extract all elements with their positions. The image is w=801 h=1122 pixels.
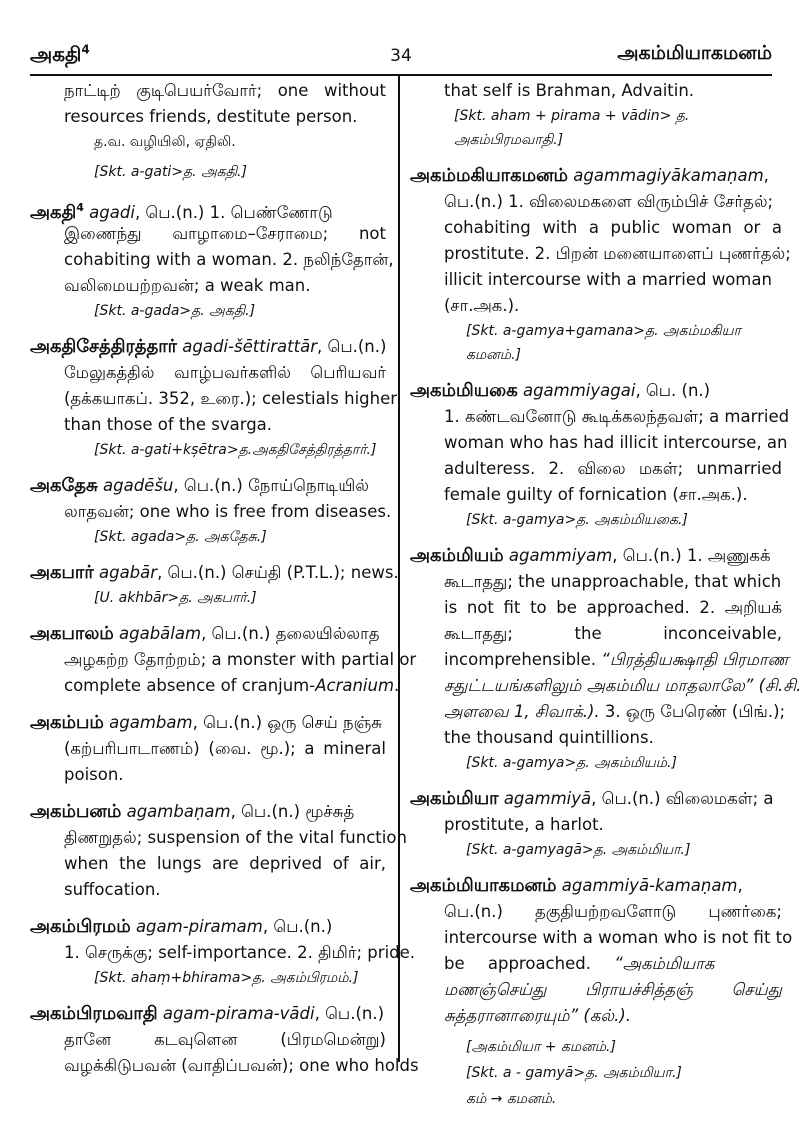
entry-agadi-settirattar: அகதிசேத்திரத்தார் agadi-šēttirattār, பெ.(n.) மேலுகத்தில் வாழ்பவர்களில் பெரியவர் (தக்கயாகப். 352, உரை.); celestials higher than those of the svarga. [Skt. a-gati+kșētra>த.அகதிசேத்திரத்தார்.] [30, 334, 386, 462]
transliteration: agadi-šēttirattār [182, 337, 318, 356]
definition-line: female guilty of fornication (சா.அக.). [444, 485, 748, 504]
headword: அகபாலம் [30, 623, 114, 644]
entry-agadi: அகதி$^4$ agadi, பெ.(n.) 1. பெண்ணோடு இணைந்து வாழாமை–சேராமை; not cohabiting with a woman. 2. நலிந்தோன், வலிமையற்றவன்; a weak man. [Skt. a-gada>த. அகதி.] [30, 195, 386, 323]
left-column [30, 78, 419, 1090]
etymology: [U. akhbār>த. அகபார்.] [94, 590, 257, 606]
transliteration: agammiyā [503, 789, 592, 808]
transliteration: agammiyam [508, 546, 613, 565]
quotation: சுத்தரானாரையும்” [444, 1006, 579, 1025]
headword: அகம்மியா [410, 788, 499, 809]
transliteration: agam-piramam [135, 917, 263, 936]
definition-line: 1. செருக்கு; self-importance. 2. திமிர்; pride. [64, 943, 416, 962]
definition-line: 1. கண்டவனோடு கூடிக்கலந்தவள்; a married [444, 407, 790, 426]
transliteration: agadi [89, 203, 135, 222]
headword: அகதிசேத்திரத்தார் [30, 336, 178, 357]
definition-line: when the lungs are deprived of air, [64, 854, 386, 873]
transliteration: agammagiyākamaṇam [573, 166, 764, 185]
headword: அகம்மியகை [410, 380, 518, 401]
synonym-note: த.வ. வழியிலி, ஏதிலி. [94, 134, 236, 150]
entry-agammagiyakamanam: அகம்மகியாகமனம் agammagiyākamaṇam, பெ.(n.) 1. விலைமகளை விரும்பிச் சேர்தல்; cohabiting with a public woman or a prostitute. 2. பிறன் மனையாளைப் புணர்தல்; illicit intercourse with a married woman (சா.அக.). [Skt. a-gamya+gamana>த. அகம்மகியா கமனம்.] [410, 163, 782, 367]
definition-line: வழக்கிடுபவன் (வாதிப்பவன்); one who holds [64, 1056, 419, 1075]
definition-line: பெ.(n.) 1. விலைமகளை விரும்பிச் சேர்தல்; [444, 192, 774, 211]
definition-line: (சா.அக.). [444, 296, 520, 315]
transliteration: agadēšu [103, 476, 174, 495]
page-header [30, 40, 772, 76]
transliteration: agambam [109, 713, 193, 732]
etymology: [Skt. a-gati+kșētra>த.அகதிசேத்திரத்தார்.] [94, 442, 377, 458]
headword: அகதேசு [30, 475, 98, 496]
entry-agambanam: அகம்பனம் agambaṇam, பெ.(n.) மூச்சுத் திணறுதல்; suspension of the vital function when the lungs are deprived of air, suffocation. [30, 799, 386, 903]
etymology: [Skt. a-gamyagā>த. அகம்மியா.] [466, 842, 691, 858]
definition-line: resources friends, destitute person. [64, 107, 358, 126]
quotation: “பிரத்தியக்ஷாதி பிரமாண [601, 650, 789, 669]
entry-agam-pirama-vadi: அகம்பிரமவாதி agam-pirama-vādi, பெ.(n.) தானே கடவுளென (பிரமமென்று) வழக்கிடுபவன் (வாதிப்பவன்); one who holds [30, 1001, 386, 1079]
definition-line: than those of the svarga. [64, 415, 273, 434]
page-number: 34 [390, 46, 412, 66]
definition-line: திணறுதல்; suspension of the vital function [64, 828, 407, 847]
definition-line: prostitute. 2. பிறன் மனையாளைப் புணர்தல்; [444, 244, 791, 263]
entry-agabalam: அகபாலம் agabālam, பெ.(n.) தலையில்லாத அழகற்ற தோற்றம்; a monster with partial or complete absence of cranjum-Acranium. [30, 623, 417, 695]
definition-line: adulteress. 2. விலை மகள்; unmarried [444, 459, 782, 478]
quotation: “அகம்மியாக [614, 954, 715, 973]
definition-line: prostitute, a harlot. [444, 815, 604, 834]
citation: (கல்.). [578, 1006, 632, 1025]
etymology: [Skt. a-gamya>த. அகம்மியகை.] [466, 512, 688, 528]
definition-line: that self is Brahman, Advaitin. [444, 81, 695, 100]
definition-line: மேலுகத்தில் வாழ்பவர்களில் பெரியவர் [64, 363, 386, 382]
headword: அகம்பம் [30, 712, 104, 733]
definition-line: இணைந்து வாழாமை–சேராமை; not [64, 224, 386, 243]
etymology: [Skt. a-gada>த. அகதி.] [94, 303, 256, 319]
definition-line: cohabiting with a public woman or a [444, 218, 782, 237]
definition-line: the thousand quintillions. [444, 728, 654, 747]
definition-line: is not fit to be approached. 2. அறியக் [444, 598, 782, 617]
entry-agam-piramam: அகம்பிரமம் agam-piramam, பெ.(n.) 1. செருக்கு; self-importance. 2. திமிர்; pride. [Skt. ahaṃ+bhirama>த. அகம்பிரமம்.] [30, 914, 386, 990]
entry-agabar: அகபார் agabār, பெ.(n.) செய்தி (P.T.L.); news. [U. akhbār>த. அகபார்.] [30, 560, 386, 610]
entry-agadesu: அகதேசு agadēšu, பெ.(n.) நோய்நொடியில் லாதவன்; one who is free from diseases. [Skt. agada>த. அகதேசு.] [30, 473, 386, 549]
transliteration: agabār [98, 563, 158, 582]
transliteration: agabālam [119, 624, 202, 643]
headword: அகம்பிரமம் [30, 916, 131, 937]
entry-agammiya-kamanam: அகம்மியாகமனம் agammiyā-kamaṇam, பெ.(n.) தகுதியற்றவளோடு புணர்கை; intercourse with a woman who is not fit to be approached. “அகம்மியாக மணஞ்செய்து பிராயச்சித்தஞ் செய்து சுத்தரானாரையும்” (கல்.). [அகம்மியா + கமனம்.] [Skt. a - gamyā>த. அகம்மியா.] கம் → கமனம். [410, 873, 782, 1111]
headword: அகம்மகியாகமனம் [410, 165, 569, 186]
entry-agammiyam: அகம்மியம் agammiyam, பெ.(n.) 1. அணுகக் கூடாதது; the unapproachable, that which is not fit to be approached. 2. அறியக் கூடாதது; the inconceivable, incomprehensible. “பிரத்தியக்ஷாதி பிரமாண சதுட்டயங்களிலும் அகம்மிய மாதலாலே” (சி.சி. அளவை 1, சிவாக்.). 3. ஒரு பேரெண் (பிங்.); the thousand quintillions. [Skt. a-gamya>த. அகம்மியம்.] [410, 543, 782, 775]
definition-line: (கற்பரிபாடாணம்) (வை. மூ.); a mineral [64, 739, 386, 758]
entry-continuation [410, 78, 782, 152]
headword: அகம்மியம் [410, 545, 504, 566]
derivation-note: கம் → கமனம். [466, 1091, 557, 1107]
definition-line: லாதவன்; one who is free from diseases. [64, 502, 392, 521]
right-column [410, 78, 801, 1122]
headword: அகம்மியாகமனம் [410, 875, 557, 896]
etymology: [Skt. a - gamyā>த. அகம்மியா.] [466, 1065, 682, 1081]
headword: அகம்பிரமவாதி [30, 1003, 158, 1024]
definition-line: தானே கடவுளென (பிரமமென்று) [64, 1030, 386, 1049]
etymology: [Skt. aham + pirama + vādin> த. அகம்பிரமவாதி.] [454, 108, 690, 148]
definition-line: intercourse with a woman who is not fit to [444, 928, 793, 947]
definition-line: illicit intercourse with a married woman [444, 270, 772, 289]
entry-continuation [30, 78, 386, 184]
etymology: [Skt. a-gati>த. அகதி.] [94, 164, 247, 180]
definition-line: வலிமையற்றவன்; a weak man. [64, 276, 311, 295]
header-left-guide-word: அகதி$^4$ [30, 42, 90, 66]
definition-line: cohabiting with a woman. 2. நலிந்தோன், [64, 250, 394, 269]
definition-line: நாட்டிற் குடிபெயர்வோர்; one without [64, 81, 386, 100]
citation: அளவை 1, சிவாக்.). [444, 702, 600, 721]
transliteration: agambaṇam [126, 802, 231, 821]
transliteration: agammiyagai [522, 381, 636, 400]
headword: அகம்பனம் [30, 801, 122, 822]
definition-line: கூடாதது; the inconceivable, [444, 624, 782, 643]
entry-agambam: அகம்பம் agambam, பெ.(n.) ஒரு செய் நஞ்சு (கற்பரிபாடாணம்) (வை. மூ.); a mineral poison. [30, 710, 386, 788]
definition-line: poison. [64, 765, 124, 784]
definition-line: பெ.(n.) தகுதியற்றவளோடு புணர்கை; [444, 902, 782, 921]
derivation-note: [அகம்மியா + கமனம்.] [466, 1039, 616, 1055]
header-right-guide-word: அகம்மியாகமனம் [617, 42, 772, 64]
transliteration: agammiyā-kamaṇam [561, 876, 738, 895]
definition-line: அழகற்ற தோற்றம்; a monster with partial or [64, 650, 417, 669]
definition-line: suffocation. [64, 880, 161, 899]
definition-line: (தக்கயாகப். 352, உரை.); celestials higher [64, 389, 398, 408]
entry-agammiyagai: அகம்மியகை agammiyagai, பெ. (n.) 1. கண்டவனோடு கூடிக்கலந்தவள்; a married woman who has had illicit intercourse, an adulteress. 2. விலை மகள்; unmarried female guilty of fornication (சா.அக.). [Skt. a-gamya>த. அகம்மியகை.] [410, 378, 782, 532]
headword: அகபார் [30, 562, 94, 583]
definition-line: கூடாதது; the unapproachable, that which [444, 572, 782, 591]
entry-agammiya: அகம்மியா agammiyā, பெ.(n.) விலைமகள்; a prostitute, a harlot. [Skt. a-gamyagā>த. அகம்மியா.] [410, 786, 782, 862]
etymology: [Skt. a-gamya+gamana>த. அகம்மகியா கமனம்.] [466, 323, 741, 363]
headword: அகதி$^4$ [30, 201, 84, 223]
etymology: [Skt. a-gamya>த. அகம்மியம்.] [466, 755, 677, 771]
etymology: [Skt. agada>த. அகதேசு.] [94, 529, 267, 545]
definition-line: woman who has had illicit intercourse, an [444, 433, 788, 452]
quotation: மணஞ்செய்து பிராயச்சித்தஞ் செய்து [444, 980, 782, 999]
etymology: [Skt. ahaṃ+bhirama>த. அகம்பிரமம்.] [94, 970, 359, 986]
transliteration: agam-pirama-vādi [162, 1004, 315, 1023]
quotation: சதுட்டயங்களிலும் அகம்மிய மாதலாலே” (சி.சி. [444, 676, 801, 695]
